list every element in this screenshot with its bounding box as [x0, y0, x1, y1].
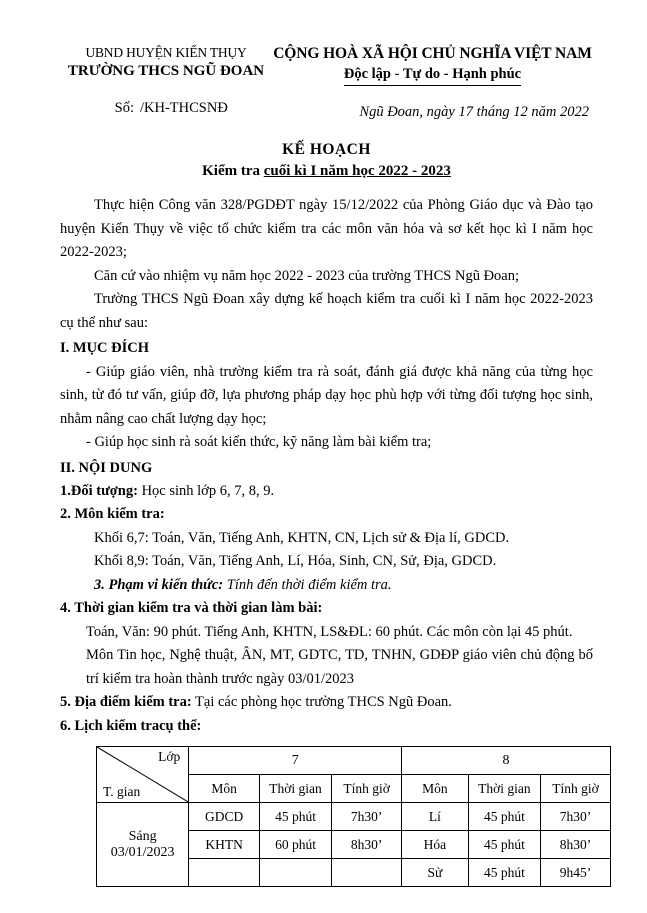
cell-starttime: 7h30’: [332, 803, 402, 831]
group-header-grade-7: 7: [189, 747, 402, 775]
cell-duration: 45 phút: [468, 859, 540, 887]
cell-subject: Lí: [402, 803, 469, 831]
authority-line-2: TRƯỜNG THCS NGŨ ĐOAN: [67, 62, 265, 79]
item-5-value: Tại các phòng học trường THCS Ngũ Đoan.: [191, 694, 452, 711]
item-5-label: 5. Địa điểm kiểm tra:: [60, 694, 192, 711]
national-heading: [272, 44, 593, 86]
col-header-subject-7: Môn: [189, 775, 260, 803]
document-content: [60, 194, 593, 738]
session-label: Sáng: [128, 828, 157, 844]
document-subtitle: [60, 161, 593, 182]
corner-label-time: T. gian: [103, 784, 141, 800]
cell-duration: 45 phút: [259, 803, 331, 831]
col-header-subject-8: Môn: [402, 775, 469, 803]
item-1: [60, 480, 593, 503]
schedule-table-wrapper: [60, 746, 599, 887]
group-header-grade-8: 8: [402, 747, 611, 775]
paragraph-3: Trường THCS Ngũ Đoan xây dựng kế hoạch kiểm tra cuối kì I năm học 2022-2023 cụ thể như sau:: [60, 291, 593, 331]
cell-duration: [259, 859, 331, 887]
national-motto: Độc lập - Tự do - Hạnh phúc: [344, 65, 521, 87]
cell-subject: Sử: [402, 859, 469, 887]
cell-subject: [189, 859, 260, 887]
section-1-bullet-1: - Giúp giáo viên, nhà trường kiểm tra rà soát, đánh giá được khả năng của từng học sinh, từ đó tư vấn, giúp đỡ, lựa phương pháp dạy học phù hợp với từng đối tượng học sinh, nhằm nâng cao chất lượng dạy học;: [60, 363, 593, 427]
document-number-label: Số:: [114, 100, 134, 117]
document-number-value: /KH-THCSNĐ: [140, 100, 228, 117]
subtitle-prefix: Kiểm tra: [202, 163, 264, 180]
place-and-date: Ngũ Đoan, ngày 17 tháng 12 năm 2022: [359, 104, 589, 120]
cell-duration: 60 phút: [259, 831, 331, 859]
item-5: [60, 691, 593, 714]
paragraph-1: Thực hiện Công văn 328/PGDĐT ngày 15/12/2022 của Phòng Giáo dục và Đào tạo huyện Kiến Thụy về việc tổ chức kiểm tra các môn văn hóa và sơ kết học kì I năm học 2022-2023;: [60, 197, 593, 261]
paragraph-2: Căn cứ vào nhiệm vụ năm học 2022 - 2023 của trường THCS Ngũ Đoan;: [94, 267, 520, 284]
section-2-heading: II. NỘI DUNG: [60, 459, 153, 476]
item-2-line-2: Khối 8,9: Toán, Văn, Tiếng Anh, Lí, Hóa, Sinh, CN, Sử, Địa, GDCD.: [94, 553, 497, 570]
cell-subject: GDCD: [189, 803, 260, 831]
cell-duration: 45 phút: [468, 831, 540, 859]
cell-starttime: [332, 859, 402, 887]
item-6-label: 6. Lịch kiểm tracụ thể:: [60, 717, 202, 734]
table-header-row-1: [97, 747, 611, 775]
exam-schedule-table: [96, 746, 611, 887]
table-corner-cell: [97, 747, 189, 803]
section-1-heading: I. MỤC ĐÍCH: [60, 340, 150, 357]
subtitle-underlined: cuối kì I năm học 2022 - 2023: [263, 163, 451, 180]
item-2-label: 2. Môn kiểm tra:: [60, 506, 165, 523]
session-date: 03/01/2023: [110, 844, 175, 860]
document-title-block: [60, 139, 593, 182]
item-2-line-1: Khối 6,7: Toán, Văn, Tiếng Anh, KHTN, CN, Lịch sử & Địa lí, GDCD.: [94, 529, 510, 546]
col-header-starttime-8: Tính giờ: [541, 775, 611, 803]
section-1-bullet-2: - Giúp học sinh rà soát kiến thức, kỹ năng làm bài kiểm tra;: [86, 434, 432, 451]
issuing-authority: [60, 44, 272, 81]
document-title: KẾ HOẠCH: [282, 141, 371, 159]
item-3-value: Tính đến thời điểm kiểm tra.: [223, 576, 392, 593]
col-header-duration-7: Thời gian: [259, 775, 331, 803]
item-1-label: 1.Đối tượng:: [60, 482, 138, 499]
cell-starttime: 8h30’: [332, 831, 402, 859]
item-3-label: 3. Phạm vi kiến thức:: [94, 576, 224, 593]
cell-subject: Hóa: [402, 831, 469, 859]
country-name: CỘNG HOÀ XÃ HỘI CHỦ NGHĨA VIỆT NAM: [273, 45, 592, 62]
cell-subject: KHTN: [189, 831, 260, 859]
item-4-line-1: Toán, Văn: 90 phút. Tiếng Anh, KHTN, LS&ĐL: 60 phút. Các môn còn lại 45 phút.: [86, 623, 573, 640]
cell-starttime: 9h45’: [541, 859, 611, 887]
item-4-line-2: Môn Tin học, Nghệ thuật, ÂN, MT, GDTC, TD, TNHN, GDĐP giáo viên chủ động bố trí kiểm tra hoàn thành trước ngày 03/01/2023: [86, 647, 593, 687]
col-header-duration-8: Thời gian: [468, 775, 540, 803]
cell-starttime: 7h30’: [541, 803, 611, 831]
document-header: [60, 44, 593, 86]
session-cell: [97, 803, 189, 887]
col-header-starttime-7: Tính giờ: [332, 775, 402, 803]
item-4-label: 4. Thời gian kiểm tra và thời gian làm bài:: [60, 600, 323, 617]
item-1-value: Học sinh lớp 6, 7, 8, 9.: [137, 482, 275, 499]
authority-line-1: UBND HUYỆN KIẾN THỤY: [85, 45, 247, 60]
table-row: [97, 803, 611, 831]
corner-label-class: Lớp: [158, 749, 181, 765]
item-3: [60, 574, 593, 597]
cell-starttime: 8h30’: [541, 831, 611, 859]
cell-duration: 45 phút: [468, 803, 540, 831]
